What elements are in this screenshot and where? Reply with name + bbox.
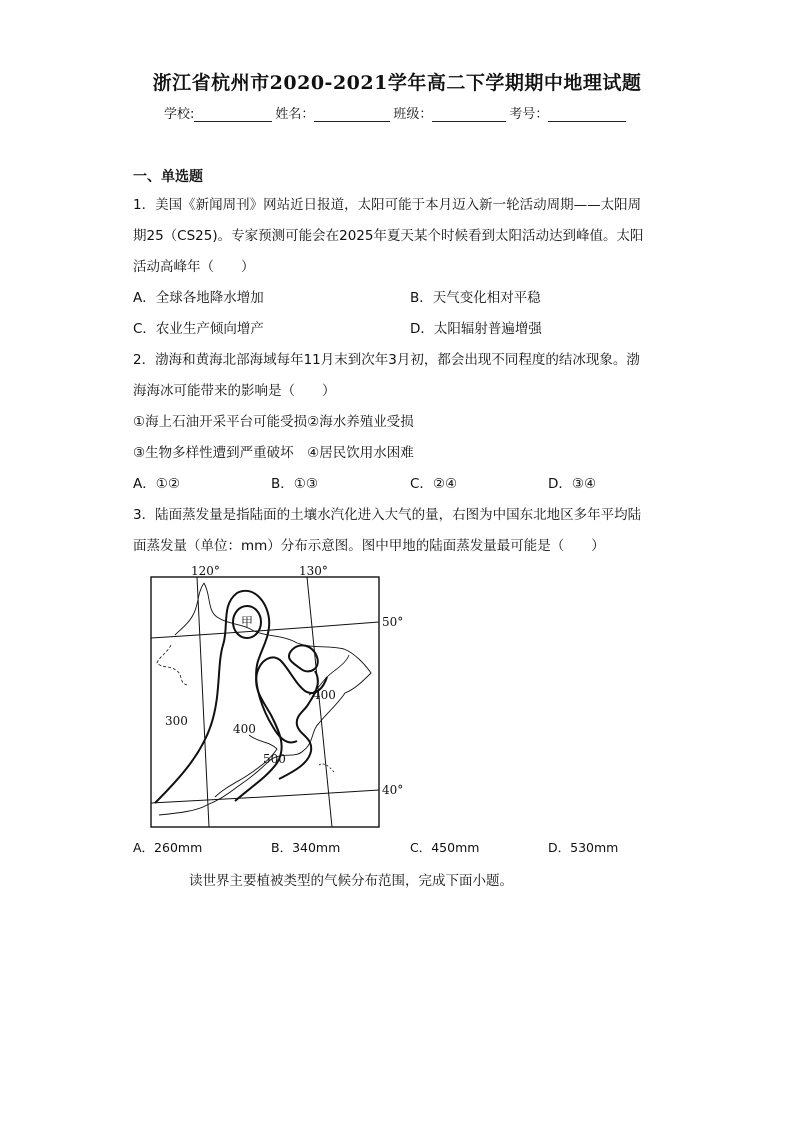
next-group-intro: 读世界主要植被类型的气候分布范围，完成下面小题。 <box>189 873 513 889</box>
section-heading: 一、单选题 <box>133 169 203 185</box>
lat-label-50: 50° <box>382 615 404 629</box>
isoline-300 <box>155 591 297 803</box>
meridian-120 <box>197 577 209 827</box>
q3-option-a[interactable]: A．260mm <box>133 840 203 855</box>
coast-islands <box>319 764 335 773</box>
question-1-line-2: 期25（CS25)。专家预测可能会在2025年夏天某个时候看到太阳活动达到峰值。太阳 <box>133 228 644 244</box>
question-1-line-3: 活动高峰年（ ） <box>133 259 255 275</box>
q3-option-c[interactable]: C．450mm <box>410 840 480 855</box>
school-label: 学校: <box>164 107 195 122</box>
point-jia-label: 甲 <box>241 615 254 629</box>
name-label: 姓名： <box>275 107 315 122</box>
lat-label-40: 40° <box>382 783 404 797</box>
student-info-row <box>164 103 629 122</box>
q2-option-b[interactable]: B．①③ <box>271 476 318 492</box>
q2-option-a[interactable]: A．①② <box>133 476 180 492</box>
border-dashed <box>157 645 187 685</box>
question-2-line-4: ③生物多样性遭到严重破坏 ④居民饮用水困难 <box>133 445 414 461</box>
name-blank[interactable] <box>314 107 390 122</box>
q1-option-c[interactable]: C．农业生产倾向增产 <box>133 321 264 337</box>
class-blank[interactable] <box>432 107 506 122</box>
q1-option-b[interactable]: B．天气变化相对平稳 <box>410 290 541 306</box>
question-2-line-1: 2．渤海和黄海北部海域每年11月末到次年3月初，都会出现不同程度的结冰现象。渤 <box>133 352 640 368</box>
lon-label-130: 130° <box>299 565 328 578</box>
q2-option-c[interactable]: C．②④ <box>410 476 458 492</box>
school-blank[interactable] <box>194 107 272 122</box>
exam-number-blank[interactable] <box>548 107 626 122</box>
question-3-line-2: 面蒸发量（单位：mm）分布示意图。图中甲地的陆面蒸发量最可能是（ ） <box>133 538 605 554</box>
isoline-label-400-west: 400 <box>233 722 256 736</box>
question-1-line-1: 1．美国《新闻周刊》网站近日报道，太阳可能于本月迈入新一轮活动周期——太阳周 <box>133 197 642 213</box>
peninsula <box>215 735 277 797</box>
isoline-400-east <box>289 645 318 671</box>
parallel-40 <box>151 790 379 803</box>
q3-option-b[interactable]: B．340mm <box>271 840 341 855</box>
question-3-line-1: 3．陆面蒸发量是指陆面的土壤水汽化进入大气的量，右图为中国东北地区多年平均陆 <box>133 507 642 523</box>
isoline-label-500: 500 <box>263 752 286 766</box>
evaporation-map <box>149 565 409 830</box>
isoline-label-300: 300 <box>165 714 188 728</box>
parallel-50 <box>151 622 379 638</box>
isoline-label-400-east: 400 <box>313 688 336 702</box>
map-frame <box>151 577 379 827</box>
page-title: 浙江省杭州市2020-2021学年高二下学期期中地理试题 <box>152 72 642 94</box>
lon-label-120: 120° <box>191 565 220 578</box>
exam-number-label: 考号： <box>509 107 549 122</box>
q1-option-a[interactable]: A．全球各地降水增加 <box>133 290 264 306</box>
q2-option-d[interactable]: D．③④ <box>548 476 597 492</box>
q3-option-d[interactable]: D．530mm <box>548 840 619 855</box>
question-2-line-3: ①海上石油开采平台可能受损②海水养殖业受损 <box>133 414 414 430</box>
question-2-line-2: 海海冰可能带来的影响是（ ） <box>133 383 336 399</box>
class-label: 班级： <box>393 107 433 122</box>
q1-option-d[interactable]: D．太阳辐射普遍增强 <box>410 321 542 337</box>
